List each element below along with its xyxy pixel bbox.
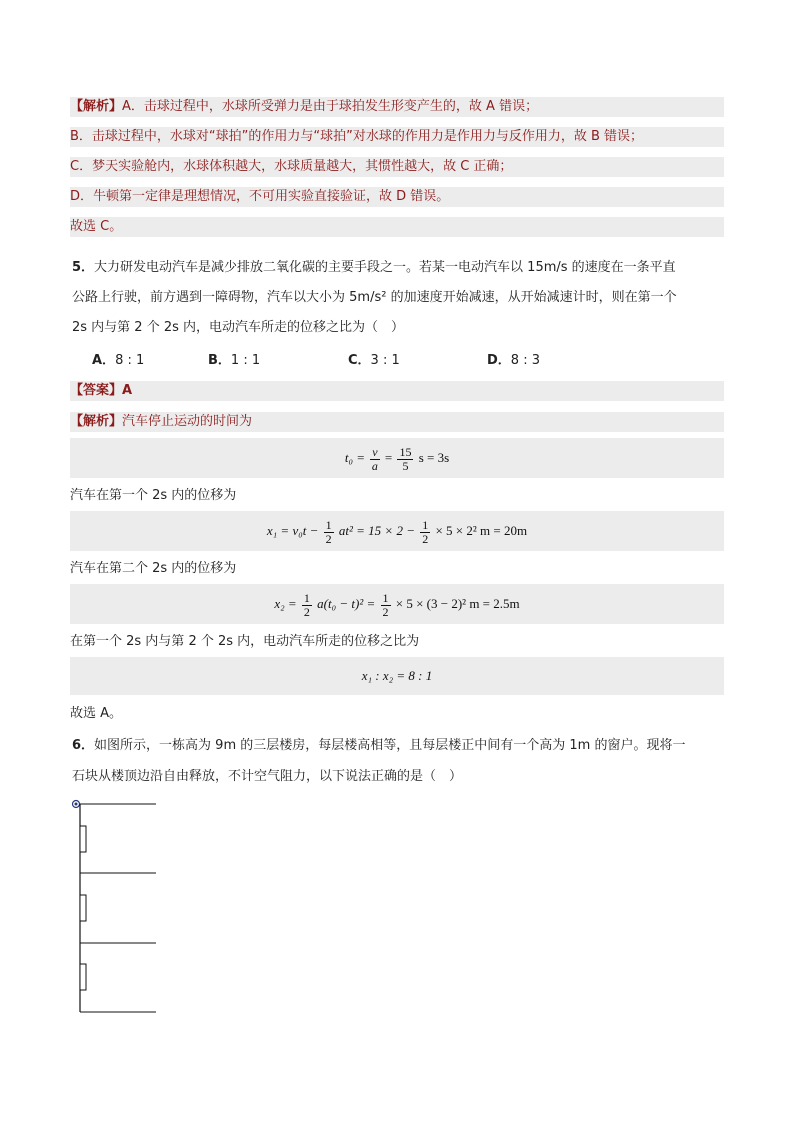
choice-b[interactable]: B．1 : 1 (208, 353, 261, 368)
window-1 (80, 964, 86, 990)
analysis4-line1: 【解析】A．击球过程中，水球所受弹力是由于球拍发生形变产生的，故 A 错误； (70, 97, 724, 117)
question5-number: 5． (72, 260, 95, 275)
question5-line1: 5．大力研发电动汽车是减少排放二氧化碳的主要手段之一。若某一电动汽车以 15m/s 的速度在一条平直 (72, 260, 676, 275)
analysis4-line2: B．击球过程中，水球对“球拍”的作用力与“球拍”对水球的作用力是作用力与反作用力，故 B 错误； (70, 127, 724, 147)
equation-1: t₀ = $\frac{v}{a}$ = $\frac{15}{5}$ s = 3s (70, 438, 724, 478)
equation-2: x₁ = v₀t − $\frac{1}{2}$ at² = 15 × 2 − $\frac{1}{2}$ × 5 × 2² m = 20m (70, 511, 724, 551)
text-displacement-1: 汽车在第一个 2s 内的位移为 (70, 488, 237, 503)
question5-line3: 2s 内与第 2 个 2s 内，电动汽车所走的位移之比为（ ） (72, 320, 405, 335)
analysis4-line3: C．梦天实验舱内，水球体积越大，水球质量越大，其惯性越大，故 C 正确； (70, 157, 724, 177)
equation-4: x₁ : x₂ = 8 : 1 (70, 657, 724, 695)
question6-line1: 6．如图所示，一栋高为 9m 的三层楼房，每层楼高相等，且每层楼正中间有一个高为 1m 的窗户。现将一 (72, 738, 686, 753)
window-3 (80, 826, 86, 852)
question6-number: 6． (72, 738, 95, 753)
analysis5-intro: 【解析】汽车停止运动的时间为 (70, 412, 724, 432)
analysis4-line4: D．牛顿第一定律是理想情况，不可用实验直接验证，故 D 错误。 (70, 187, 724, 207)
equation-3: x₂ = $\frac{1}{2}$ a(t₀ − t)² = $\frac{1}{2}$ × 5 × (3 − 2)² m = 2.5m (70, 584, 724, 624)
analysis4-conclusion: 故选 C。 (70, 217, 724, 237)
choice-d[interactable]: D．8 : 3 (487, 353, 540, 368)
choice-c[interactable]: C．3 : 1 (348, 353, 400, 368)
window-2 (80, 895, 86, 921)
analysis-tag: 【解析】 (70, 99, 123, 114)
answer5: 【答案】A (70, 381, 724, 401)
question6-line2: 石块从楼顶边沿自由释放，不计空气阻力，以下说法正确的是（ ） (72, 769, 463, 784)
answer-value: A (122, 383, 133, 398)
text-ratio: 在第一个 2s 内与第 2 个 2s 内，电动汽车所走的位移之比为 (70, 634, 420, 649)
question5-line2: 公路上行驶，前方遇到一障碍物，汽车以大小为 5m/s² 的加速度开始减速，从开始减速计时，则在第一个 (72, 290, 677, 305)
building-diagram (68, 796, 168, 1018)
text-displacement-2: 汽车在第二个 2s 内的位移为 (70, 561, 237, 576)
choice-a[interactable]: A．8 : 1 (92, 353, 145, 368)
analysis5-conclusion: 故选 A。 (70, 706, 123, 721)
